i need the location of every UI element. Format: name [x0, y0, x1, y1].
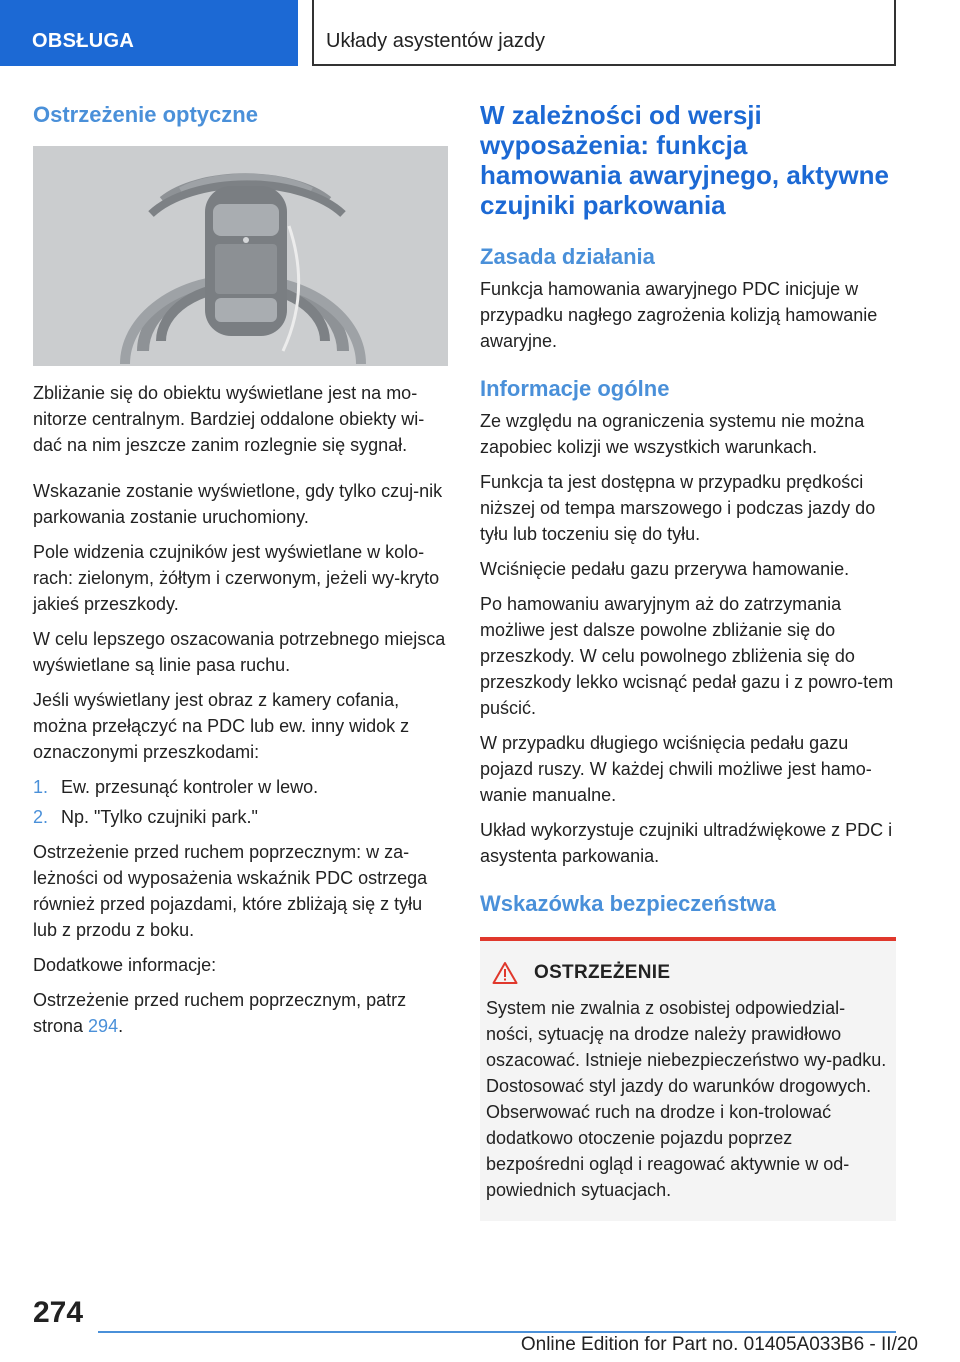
parking-sensor-illustration — [33, 146, 448, 366]
warning-header — [486, 961, 888, 985]
subheading-principle: Zasada działania — [480, 244, 655, 269]
list-item — [33, 774, 448, 800]
paragraph: Zbliżanie się do obiektu wyświetlane jest na mo-nitorze centralnym. Bardziej oddalone obiekty wi-dać na nim jeszcze zanim rozlegnie się sygnał. — [33, 383, 425, 455]
footer-divider — [98, 1331, 896, 1333]
paragraph: Funkcja hamowania awaryjnego PDC inicjuje w przypadku nagłego zagrożenia kolizją hamowanie awaryjne. — [480, 279, 878, 351]
paragraph: Jeśli wyświetlany jest obraz z kamery cofania, można przełączyć na PDC lub ew. inny widok z oznaczonymi przeszkodami: — [33, 690, 410, 762]
section-title-emergency-braking: W zależności od wersji wyposażenia: funkcja hamowania awaryjnego, aktywne czujniki parkowania — [480, 100, 889, 220]
paragraph: Wskazanie zostanie wyświetlone, gdy tylko czuj-nik parkowania zostanie uruchomiony. — [33, 481, 443, 527]
reference-text: Ostrzeżenie przed ruchem poprzecznym, patrz strona — [33, 990, 407, 1036]
step-text: Ew. przesunąć kontroler w lewo. — [61, 777, 319, 797]
warning-box — [480, 937, 896, 1221]
subheading-safety-note: Wskazówka bezpieczeństwa — [480, 891, 776, 916]
paragraph: W przypadku długiego wciśnięcia pedału gazu pojazd ruszy. W każdej chwili możliwe jest hamo-wanie manualne. — [480, 733, 872, 805]
page-number: 274 — [33, 1296, 84, 1329]
paragraph: Układ wykorzystuje czujniki ultradźwiękowe z PDC i asystenta parkowania. — [480, 820, 893, 866]
header-section-label: OBSŁUGA — [32, 30, 135, 52]
warning-text: System nie zwalnia z osobistej odpowiedzial-ności, sytuację na drodze należy prawidłowo oszacować. Istnieje niebezpieczeństwo wy-padku. Dostosować styl jazdy do warunków drogowych. Obserwować ruch na drodze i kon-trolować dodatkowo otoczenie pojazdu poprzez bezpośredni ogląd i reagować aktywnie w od-powiednich sytuacjach. — [486, 998, 887, 1200]
section-title-visual-warning: Ostrzeżenie optyczne — [33, 102, 258, 127]
paragraph: Po hamowaniu awaryjnym aż do zatrzymania możliwe jest dalsze powolne zbliżanie się do przeszkody. W celu powolnego zbliżenia się do przeszkody lekko wcisnąć pedał gazu i z powro-tem puścić. — [480, 594, 894, 718]
paragraph: Funkcja ta jest dostępna w przypadku prędkości niższej od tempa marszowego i podczas jazdy do tyłu lub toczeniu się do tyłu. — [480, 472, 876, 544]
header-section-tab — [0, 0, 298, 66]
right-column — [480, 100, 896, 1221]
steps-list — [33, 774, 448, 830]
list-item — [33, 804, 448, 830]
step-text: Np. "Tylko czujniki park." — [61, 807, 258, 827]
footer-edition: Online Edition for Part no. 01405A033B6 - II/20 — [520, 1334, 918, 1355]
warning-triangle-icon — [492, 961, 518, 985]
paragraph: Wciśnięcie pedału gazu przerywa hamowanie. — [480, 559, 850, 579]
paragraph-with-link — [33, 987, 448, 1039]
reference-end: . — [118, 1016, 124, 1036]
paragraph: Ze względu na ograniczenia systemu nie można zapobiec kolizji we wszystkich warunkach. — [480, 411, 865, 457]
left-column — [33, 100, 448, 1048]
paragraph: Ostrzeżenie przed ruchem poprzecznym: w za-leżności od wyposażenia wskaźnik PDC ostrzega również przed pojazdami, które zbliżają się z tyłu lub z przodu z boku. — [33, 842, 428, 940]
warning-title: OSTRZEŻENIE — [534, 962, 671, 983]
header-chapter-label: Układy asystentów jazdy — [326, 30, 545, 52]
paragraph: W celu lepszego oszacowania potrzebnego miejsca wyświetlane są linie pasa ruchu. — [33, 629, 446, 675]
header-chapter-box — [312, 0, 896, 66]
paragraph: Pole widzenia czujników jest wyświetlane w kolo-rach: zielonym, żółtym i czerwonym, jeżeli wy-kryto jakieś przeszkody. — [33, 542, 440, 614]
subheading-general-info: Informacje ogólne — [480, 376, 670, 401]
page-link[interactable]: 294 — [88, 1016, 119, 1036]
step-number: 2. — [33, 807, 49, 827]
paragraph: Dodatkowe informacje: — [33, 955, 217, 975]
step-number: 1. — [33, 777, 49, 797]
